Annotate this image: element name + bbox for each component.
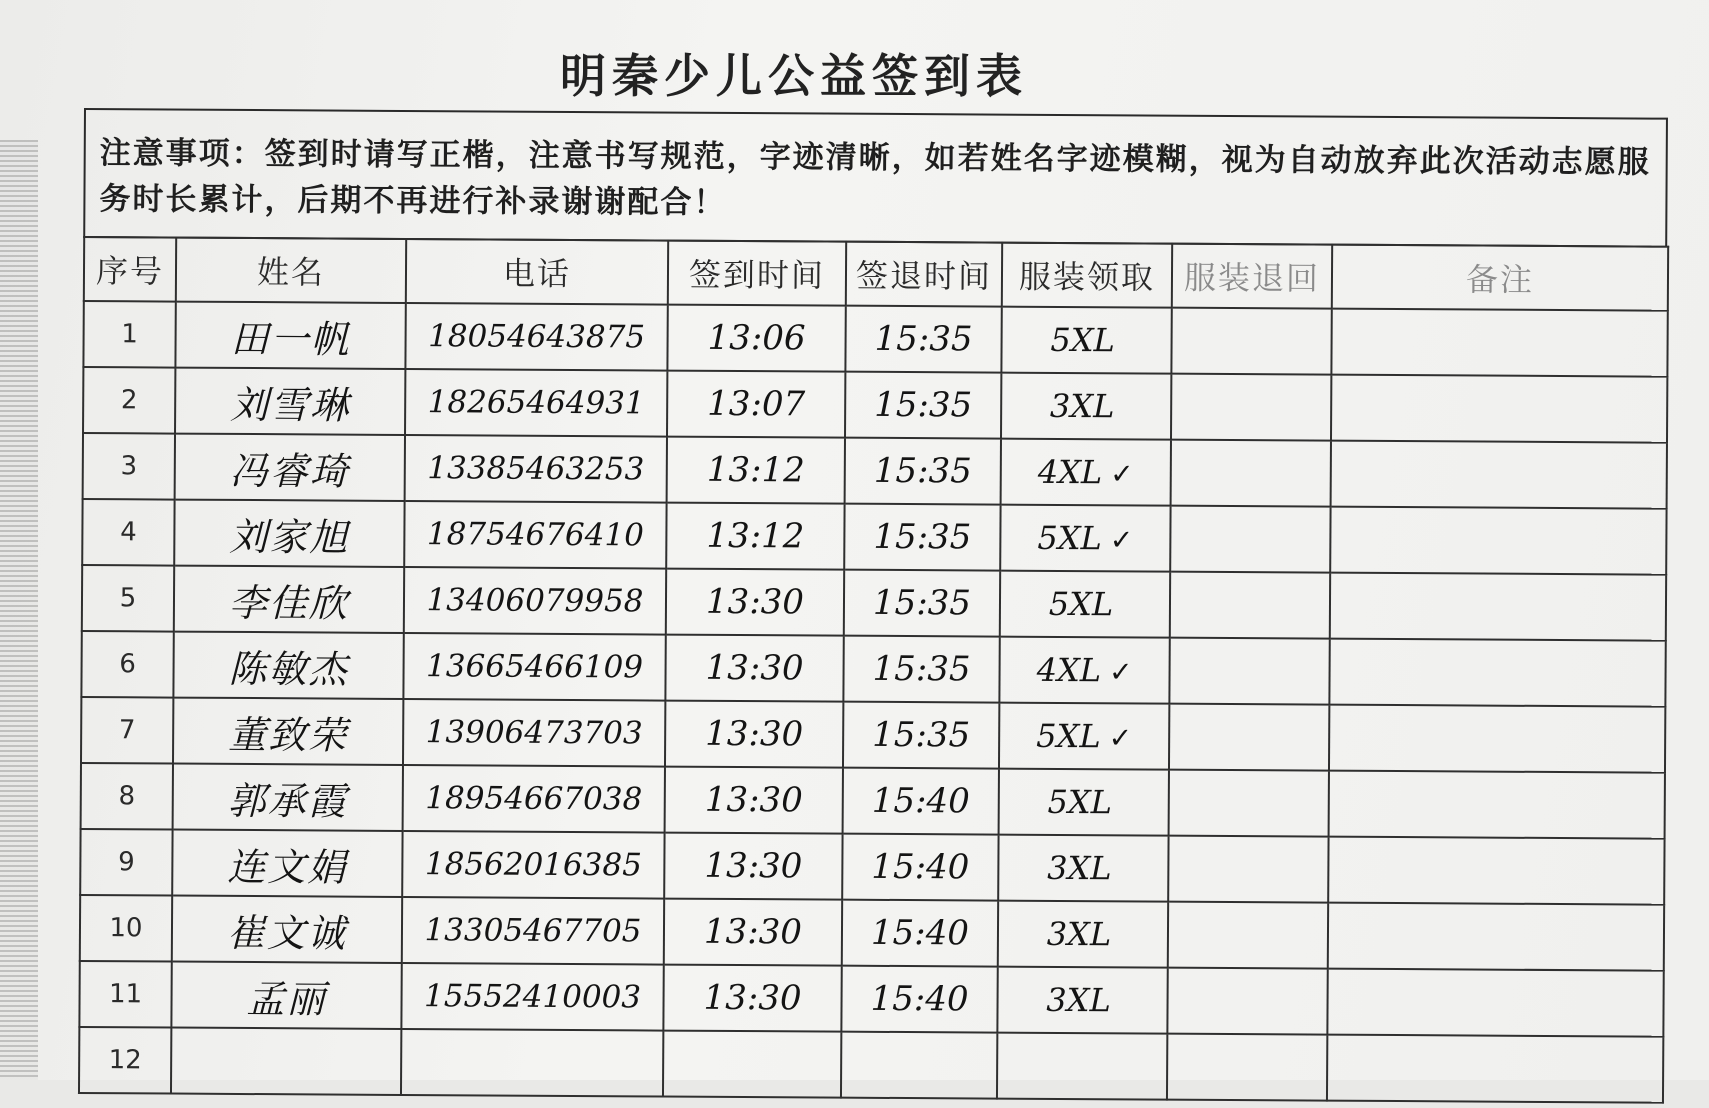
seq-cell: [81, 631, 173, 698]
seq-value: 8: [118, 781, 135, 811]
name-cell: [175, 434, 405, 501]
sign-in-time-value: 13:30: [705, 714, 803, 755]
uniform-returned-cell: [1167, 1034, 1327, 1101]
uniform-size-value: 5XL: [1047, 783, 1112, 821]
sign-out-time-value: 15:35: [872, 649, 970, 690]
seq-value: 6: [119, 649, 136, 679]
header-seq: 序号: [84, 237, 176, 302]
table-row: [83, 367, 1667, 443]
name-value: 孟丽: [246, 977, 326, 1021]
name-value: 陈敏杰: [228, 646, 348, 691]
seq-cell: [82, 499, 174, 566]
sign-in-time-cell: [667, 437, 845, 504]
sign-in-time-cell: [663, 965, 841, 1032]
remarks-cell: [1330, 573, 1666, 641]
phone-value: 13305467705: [424, 912, 641, 949]
remarks-cell: [1329, 771, 1665, 839]
sign-in-time-value: 13:06: [707, 318, 805, 359]
sign-in-table: [78, 236, 1669, 1104]
name-cell: [173, 698, 403, 765]
uniform-size-cell: [997, 1033, 1167, 1100]
name-value: 冯睿琦: [230, 448, 350, 493]
seq-cell: [79, 961, 171, 1028]
sign-out-time-cell: [841, 966, 997, 1033]
sign-in-time-cell: [665, 635, 843, 702]
sign-in-time-value: 13:12: [707, 450, 805, 491]
uniform-returned-cell: [1170, 506, 1330, 573]
name-cell: [175, 368, 405, 435]
phone-value: 18265464931: [428, 384, 645, 421]
sign-in-time-cell: [666, 503, 844, 570]
name-cell: [173, 764, 403, 831]
binding-edge: [0, 140, 38, 1080]
name-cell: [174, 500, 404, 567]
phone-cell: [404, 567, 666, 635]
seq-cell: [81, 763, 173, 830]
table-row: [79, 1027, 1663, 1103]
check-mark-icon: ✓: [1109, 721, 1133, 754]
uniform-size-cell: [999, 637, 1169, 704]
sign-out-time-cell: [843, 702, 999, 769]
sign-in-time-cell: [663, 1031, 841, 1098]
sign-out-time-value: 15:40: [871, 847, 969, 888]
phone-value: 18954667038: [425, 780, 642, 817]
phone-cell: [403, 699, 665, 767]
sign-in-time-cell: [665, 701, 843, 768]
uniform-returned-cell: [1171, 308, 1331, 375]
uniform-returned-cell: [1169, 770, 1329, 837]
uniform-size-value: 5XL: [1050, 321, 1115, 359]
phone-value: 18562016385: [425, 846, 642, 883]
uniform-size-value: 3XL: [1047, 915, 1112, 953]
table-row: [80, 829, 1664, 905]
header-sign-out-time: 签退时间: [846, 242, 1002, 307]
uniform-size-value: 4XL: [1037, 651, 1102, 689]
phone-cell: [404, 501, 666, 569]
phone-cell: [405, 435, 667, 503]
uniform-size-cell: [999, 769, 1169, 836]
sign-in-time-cell: [666, 569, 844, 636]
remarks-cell: [1329, 639, 1665, 707]
table-row: [83, 301, 1667, 377]
sign-out-time-value: 15:40: [871, 913, 969, 954]
remarks-cell: [1330, 507, 1666, 575]
remarks-cell: [1331, 309, 1667, 377]
seq-cell: [83, 301, 175, 368]
phone-cell: [403, 633, 665, 701]
uniform-size-cell: [998, 835, 1168, 902]
sign-out-time-cell: [845, 306, 1001, 373]
sign-in-time-value: 13:30: [703, 978, 801, 1019]
phone-cell: [405, 303, 667, 371]
table-row: [81, 697, 1665, 773]
seq-cell: [80, 895, 172, 962]
seq-cell: [83, 367, 175, 434]
name-cell: [172, 830, 402, 897]
uniform-size-cell: [1001, 439, 1171, 506]
sign-out-time-cell: [842, 900, 998, 967]
phone-cell: [405, 369, 667, 437]
check-mark-icon: ✓: [1109, 655, 1133, 688]
uniform-size-cell: [1001, 307, 1171, 374]
uniform-size-value: 5XL: [1037, 519, 1102, 557]
seq-value: 4: [120, 517, 137, 547]
name-value: 田一帆: [230, 316, 350, 361]
remarks-cell: [1331, 375, 1667, 443]
remarks-cell: [1328, 903, 1664, 971]
sign-in-time-cell: [667, 371, 845, 438]
check-mark-icon: ✓: [1110, 457, 1134, 490]
uniform-returned-cell: [1171, 440, 1331, 507]
remarks-cell: [1327, 1035, 1663, 1103]
sign-out-time-value: 15:35: [874, 451, 972, 492]
phone-value: 15552410003: [424, 978, 641, 1015]
table-row: [82, 565, 1666, 641]
phone-cell: [403, 765, 665, 833]
notice-text: 注意事项：签到时请写正楷，注意书写规范，字迹清晰，如若姓名字迹模糊，视为自动放弃此次活动志愿服务时长累计，后期不再进行补录谢谢配合！: [83, 108, 1668, 248]
table-row: [79, 961, 1663, 1037]
sign-out-time-value: 15:35: [873, 517, 971, 558]
sign-out-time-value: 15:35: [873, 583, 971, 624]
sign-in-time-value: 13:30: [704, 846, 802, 887]
phone-cell: [401, 963, 663, 1031]
uniform-returned-cell: [1168, 836, 1328, 903]
page-title: 明秦少儿公益签到表: [560, 40, 1260, 106]
sign-in-sheet: [78, 108, 1668, 1108]
sign-out-time-cell: [841, 1032, 997, 1099]
sign-in-time-value: 13:30: [706, 582, 804, 623]
seq-value: 2: [121, 385, 138, 415]
sign-in-time-cell: [665, 767, 843, 834]
sign-out-time-cell: [845, 372, 1001, 439]
check-mark-icon: ✓: [1110, 523, 1134, 556]
seq-value: 7: [119, 715, 136, 745]
sign-in-time-value: 13:12: [706, 516, 804, 557]
phone-value: 13906473703: [426, 714, 643, 751]
uniform-size-cell: [1001, 373, 1171, 440]
name-value: 刘雪琳: [230, 382, 350, 427]
phone-value: 18054643875: [428, 318, 645, 355]
uniform-size-value: 4XL: [1038, 453, 1103, 491]
table-row: [81, 763, 1665, 839]
uniform-returned-cell: [1168, 902, 1328, 969]
uniform-size-value: 5XL: [1049, 585, 1114, 623]
table-row: [82, 499, 1666, 575]
name-value: 郭承霞: [228, 778, 348, 823]
phone-value: 13385463253: [427, 450, 644, 487]
phone-value: 18754676410: [427, 516, 644, 553]
remarks-cell: [1331, 441, 1667, 509]
uniform-size-cell: [1000, 571, 1170, 638]
seq-cell: [79, 1027, 171, 1094]
seq-value: 5: [120, 583, 137, 613]
seq-value: 10: [109, 913, 142, 943]
sign-in-time-cell: [664, 833, 842, 900]
sign-out-time-value: 15:40: [872, 781, 970, 822]
uniform-size-cell: [1000, 505, 1170, 572]
sign-out-time-value: 15:35: [872, 715, 970, 756]
header-sign-in-time: 签到时间: [668, 241, 846, 306]
seq-value: 9: [118, 847, 135, 877]
remarks-cell: [1329, 705, 1665, 773]
uniform-returned-cell: [1169, 638, 1329, 705]
uniform-returned-cell: [1169, 704, 1329, 771]
seq-cell: [83, 433, 175, 500]
uniform-size-cell: [997, 967, 1167, 1034]
name-cell: [171, 1028, 401, 1095]
header-phone: 电话: [406, 239, 668, 305]
sign-out-time-cell: [845, 438, 1001, 505]
seq-value: 12: [109, 1045, 142, 1075]
uniform-size-cell: [998, 901, 1168, 968]
uniform-returned-cell: [1170, 572, 1330, 639]
seq-value: 11: [109, 979, 142, 1009]
remarks-cell: [1328, 837, 1664, 905]
phone-value: 13665466109: [426, 648, 643, 685]
seq-cell: [82, 565, 174, 632]
uniform-size-cell: [999, 703, 1169, 770]
phone-cell: [402, 831, 664, 899]
sign-in-time-value: 13:30: [705, 648, 803, 689]
sign-out-time-value: 15:35: [874, 385, 972, 426]
phone-cell: [401, 1029, 663, 1097]
sign-out-time-cell: [844, 570, 1000, 637]
phone-cell: [402, 897, 664, 965]
header-name: 姓名: [176, 238, 406, 303]
name-cell: [171, 962, 401, 1029]
uniform-returned-cell: [1167, 968, 1327, 1035]
name-cell: [173, 632, 403, 699]
sign-out-time-cell: [844, 504, 1000, 571]
sign-in-time-value: 13:30: [704, 912, 802, 953]
seq-cell: [80, 829, 172, 896]
header-remarks: 备注: [1332, 245, 1668, 311]
sign-out-time-cell: [843, 636, 999, 703]
seq-cell: [81, 697, 173, 764]
header-row: [84, 237, 1668, 311]
header-uniform-returned: 服装退回: [1172, 244, 1332, 309]
name-cell: [172, 896, 402, 963]
sign-in-time-cell: [664, 899, 842, 966]
name-value: 董致荣: [228, 712, 348, 757]
sign-out-time-value: 15:35: [874, 319, 972, 360]
name-value: 李佳欣: [229, 580, 349, 625]
sign-out-time-cell: [842, 834, 998, 901]
uniform-size-value: 3XL: [1050, 387, 1115, 425]
name-value: 崔文诚: [227, 910, 347, 955]
remarks-cell: [1327, 969, 1663, 1037]
name-value: 连文娟: [227, 844, 347, 889]
sign-out-time-cell: [843, 768, 999, 835]
phone-value: 13406079958: [426, 582, 643, 619]
header-uniform-received: 服装领取: [1002, 243, 1172, 308]
table-row: [83, 433, 1667, 509]
seq-value: 3: [120, 451, 137, 481]
sign-in-time-cell: [667, 305, 845, 372]
table-row: [80, 895, 1664, 971]
uniform-size-value: 3XL: [1047, 849, 1112, 887]
name-value: 刘家旭: [229, 514, 349, 559]
uniform-returned-cell: [1171, 374, 1331, 441]
seq-value: 1: [121, 319, 138, 349]
sign-in-time-value: 13:07: [707, 384, 805, 425]
sign-out-time-value: 15:40: [870, 979, 968, 1020]
table-row: [81, 631, 1665, 707]
name-cell: [174, 566, 404, 633]
uniform-size-value: 5XL: [1036, 717, 1101, 755]
uniform-size-value: 3XL: [1046, 981, 1111, 1019]
name-cell: [175, 302, 405, 369]
sign-in-time-value: 13:30: [705, 780, 803, 821]
